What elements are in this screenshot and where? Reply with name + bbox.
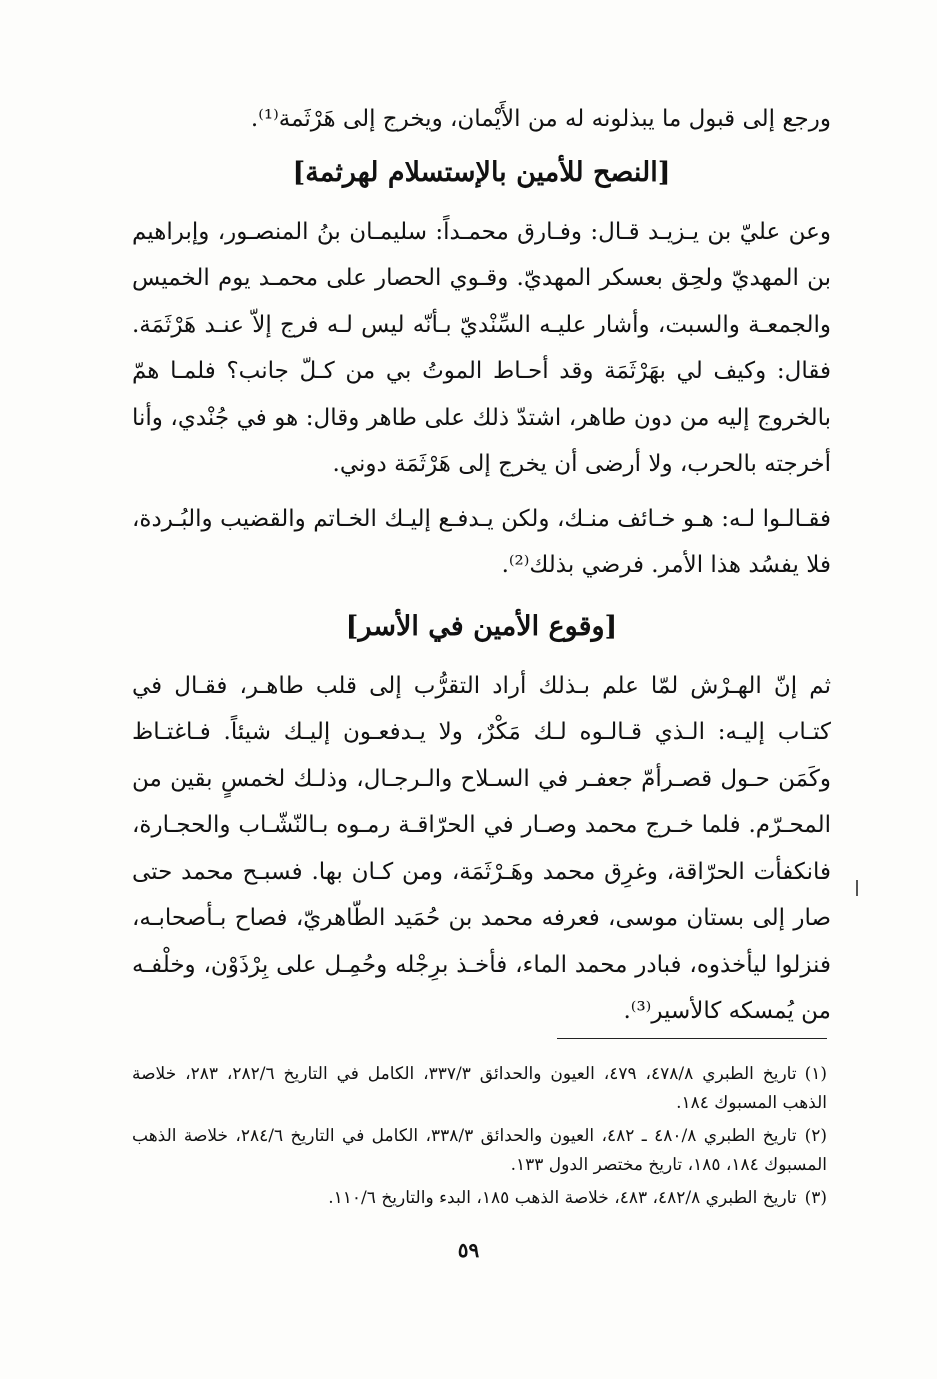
section-heading-capture: [وقوع الأمين في الأسر]: [345, 610, 618, 642]
footnote-text: تاريخ الطبري ٤٨٢/٨، ٤٨٣، خلاصة الذهب ١٨٥، البدء والتاريخ ١١٠/٦.: [328, 1188, 797, 1208]
page-number: ٥٩: [457, 1238, 480, 1262]
paragraph-they-said: فقـالـوا لـه: هـو خـائف منـك، ولكن يـدفـع إليـك الخـاتم والقضيب والبُـردة، فلا يفسُد هذا الأمر. فرضي بذلك⁽²⁾.: [132, 505, 831, 578]
footnote-number: (٢): [804, 1126, 827, 1146]
paragraph-ali-ibn-yazid: وعن عليّ بن يـزيـد قـال: وفـارق محمـداً: سليمـان بنُ المنصـور، وإبراهيم بن المهديّ ولحِق بعسكر المهديّ. وقـوي الحصار على محمـد يوم الخميس والجمعـة والسبت، وأشار عليـه السِّنْديّ بـأنّه ليس لـه فرج إلاّ عنـد هَرْثَمَة. فقال: وكيف لي بهَرْثَمَة وقد أحـاط الموتُ بي من كـلّ جانب؟ فلمـا همّ بالخروج إليه من دون طاهر، اشتدّ ذلك على طاهر وقال: هو في جُنْدي، وأنا أخرجته بالحرب، ولا أرضى أن يخرج إلى هَرْثَمَة دوني.: [132, 218, 831, 477]
footnote-divider: [557, 1038, 827, 1039]
footnote-text: تاريخ الطبري ٤٧٨/٨، ٤٧٩، العيون والحدائق ٣٣٧/٣، الكامل في التاريخ ٢٨٢/٦، ٢٨٣، خلاصة الذهب المسبوك ١٨٤.: [132, 1064, 827, 1113]
footnote-number: (١): [804, 1064, 828, 1084]
footnotes: [132, 1060, 827, 1217]
footnote-2: [132, 1122, 827, 1180]
paragraph-harsh: ثم إنّ الهـرْش لمّا علم بـذلك أراد التقرُّب إلى قلب طاهـر، فقـال في كتـاب إليـه: الـذي قـالـوه لـك مَكْرٌ، ولا يـدفعـون إليـك شيئاً. فـاغتـاظ وكَمَن حـول قصـرأمّ جعفـر في السـلاح والـرجـال، وذلـك لخمسٍ بقين من المحـرّم. فلما خـرج محمد وصـار في الحرّاقـة رمـوه بـالنّشّـاب والحجـارة، فانكفأت الحرّاقة، وغرِق محمد وهَـرْثَمَة، ومن كـان بها. فسبـح محمد حتى صار إلى بستان موسى، فعرفه محمد بن حُمَيد الطّاهريّ، فصاح بـأصحابـه، فنزلوا ليأخذوه، فبادر محمد الماء، فأخـذ برِجْله وحُمِـل على بِرْذَوْن، وخلْفـه من يُمسكه كالأسير⁽³⁾.: [132, 672, 831, 1024]
margin-mark: [856, 880, 858, 896]
footnote-1: [132, 1060, 827, 1118]
footnote-3: [132, 1184, 827, 1213]
section-heading-advice: [النصح للأمين بالإستسلام لهرثمة]: [292, 156, 671, 188]
footnote-text: تاريخ الطبري ٤٨٠/٨ ـ ٤٨٢، العيون والحدائق ٣٣٨/٣، الكامل في التاريخ ٢٨٤/٦، خلاصة الذهب المسبوك ١٨٤، ١٨٥، تاريخ مختصر الدول ١٣٣.: [132, 1126, 827, 1175]
paragraph-opening: ورجع إلى قبول ما يبذلونه له من الأَيْمان، ويخرج إلى هَرْثَمة⁽¹⁾.: [250, 106, 831, 132]
footnote-number: (٣): [804, 1188, 827, 1208]
